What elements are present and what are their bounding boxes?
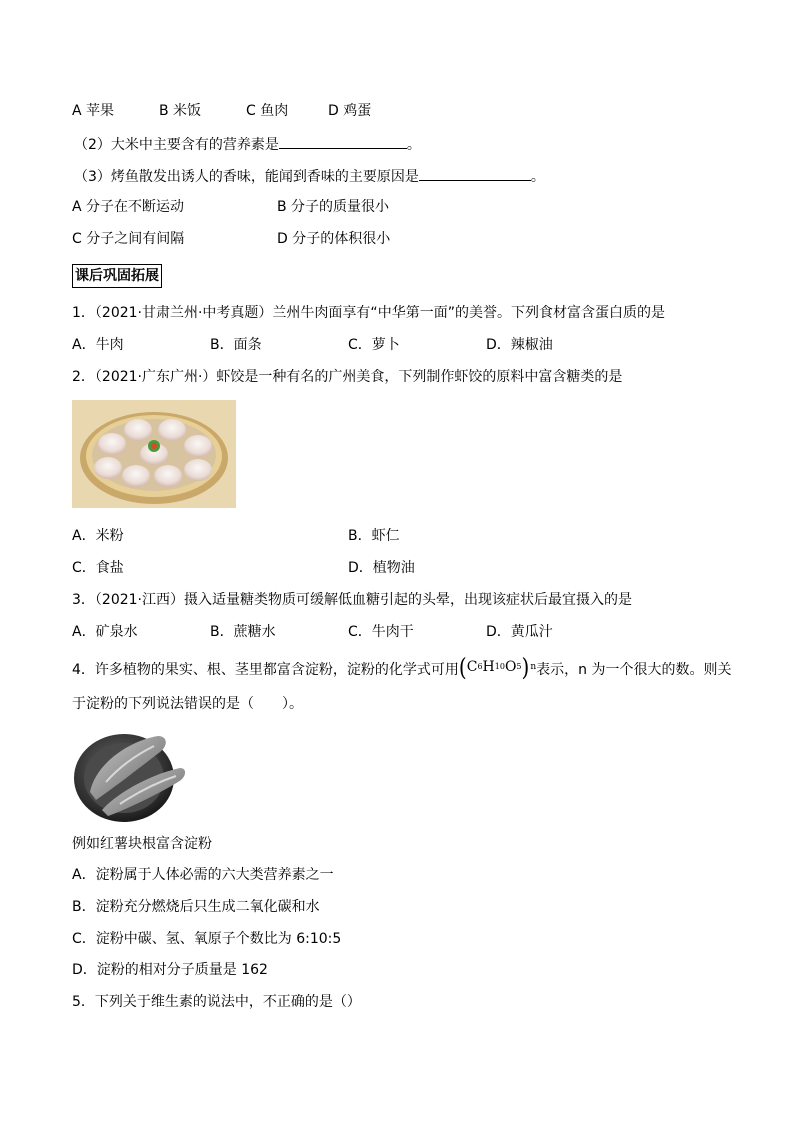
q4-option-c: C．淀粉中碳、氢、氧原子个数比为 6:10:5 xyxy=(72,931,342,947)
formula-c-sub: 6 xyxy=(477,662,483,671)
sub-question-3 xyxy=(74,166,545,186)
sub-question-2 xyxy=(74,134,421,154)
q1-option-c: C．萝卜 xyxy=(348,337,400,353)
sub3-option-d: D 分子的体积很小 xyxy=(277,231,391,247)
q4-option-a: A．淀粉属于人体必需的六大类营养素之一 xyxy=(72,867,334,883)
question-4-stem-b: 表示，n 为一个很大的数。则关 xyxy=(536,662,732,678)
q1-option-b: B．面条 xyxy=(210,337,262,353)
answer-blank[interactable] xyxy=(419,166,531,181)
question-2-stem: 2．（2021·广东广州·）虾饺是一种有名的广州美食，下列制作虾饺的原料中富含糖类的是 xyxy=(72,369,623,385)
q2-option-d: D．植物油 xyxy=(348,560,415,576)
q1-option-a: A．牛肉 xyxy=(72,337,124,353)
sub3-option-c: C 分子之间有间隔 xyxy=(72,231,185,247)
option-b: B 米饭 xyxy=(159,103,202,119)
sub3-option-a: A 分子在不断运动 xyxy=(72,199,185,215)
formula-h-sub: 10 xyxy=(494,662,505,671)
shrimp-dumpling-photo-drawing xyxy=(72,400,236,508)
shrimp-dumpling-photo xyxy=(72,400,236,508)
q3-option-a: A．矿泉水 xyxy=(72,624,138,640)
q4-option-d: D．淀粉的相对分子质量是 162 xyxy=(72,962,268,978)
q3-option-b: B．蔗糖水 xyxy=(210,624,276,640)
sub3-option-b: B 分子的质量很小 xyxy=(277,199,390,215)
option-d: D 鸡蛋 xyxy=(328,103,372,119)
sub-question-2-end: 。 xyxy=(406,137,421,153)
formula-h: H xyxy=(482,659,495,675)
q1-option-d: D．辣椒油 xyxy=(486,337,553,353)
formula-o: O xyxy=(504,659,517,675)
q4-option-b: B．淀粉充分燃烧后只生成二氧化碳和水 xyxy=(72,899,320,915)
sub-question-3-end: 。 xyxy=(530,169,545,185)
question-3-stem: 3．（2021·江西）摄入适量糖类物质可缓解低血糖引起的头晕，出现该症状后最宜摄入的是 xyxy=(72,592,632,608)
sub-question-3-text: （3）烤鱼散发出诱人的香味，能闻到香味的主要原因是 xyxy=(74,169,419,185)
option-a: A 苹果 xyxy=(72,103,115,119)
option-c: C 鱼肉 xyxy=(246,103,289,119)
image-caption: 例如红薯块根富含淀粉 xyxy=(72,836,212,852)
formula-c: C xyxy=(466,659,478,675)
sweet-potato-photo xyxy=(72,722,188,824)
q3-option-c: C．牛肉干 xyxy=(348,624,414,640)
formula-o-sub: 5 xyxy=(516,662,522,671)
starch-formula: ( C 6 H 10 O 5 ) n xyxy=(458,652,537,682)
q2-option-a: A．米粉 xyxy=(72,528,124,544)
question-4-stem-line-2: 于淀粉的下列说法错误的是（ ）。 xyxy=(72,696,303,712)
section-title: 课后巩固拓展 xyxy=(72,264,162,288)
sub-question-2-text: （2）大米中主要含有的营养素是 xyxy=(74,137,279,153)
question-4-stem-line-1 xyxy=(72,652,732,682)
question-4-stem-a: 4．许多植物的果实、根、茎里都富含淀粉，淀粉的化学式可用 xyxy=(72,662,459,678)
sweet-potato-photo-drawing xyxy=(72,722,188,824)
q2-option-b: B．虾仁 xyxy=(348,528,400,544)
question-5-stem: 5．下列关于维生素的说法中，不正确的是（） xyxy=(72,994,361,1010)
formula-n: n xyxy=(530,662,537,672)
q3-option-d: D．黄瓜汁 xyxy=(486,624,553,640)
q2-option-c: C．食盐 xyxy=(72,560,124,576)
question-1-stem: 1．（2021·甘肃兰州·中考真题）兰州牛肉面享有“中华第一面”的美誉。下列食材富含蛋白质的是 xyxy=(72,305,665,321)
answer-blank[interactable] xyxy=(279,134,407,149)
